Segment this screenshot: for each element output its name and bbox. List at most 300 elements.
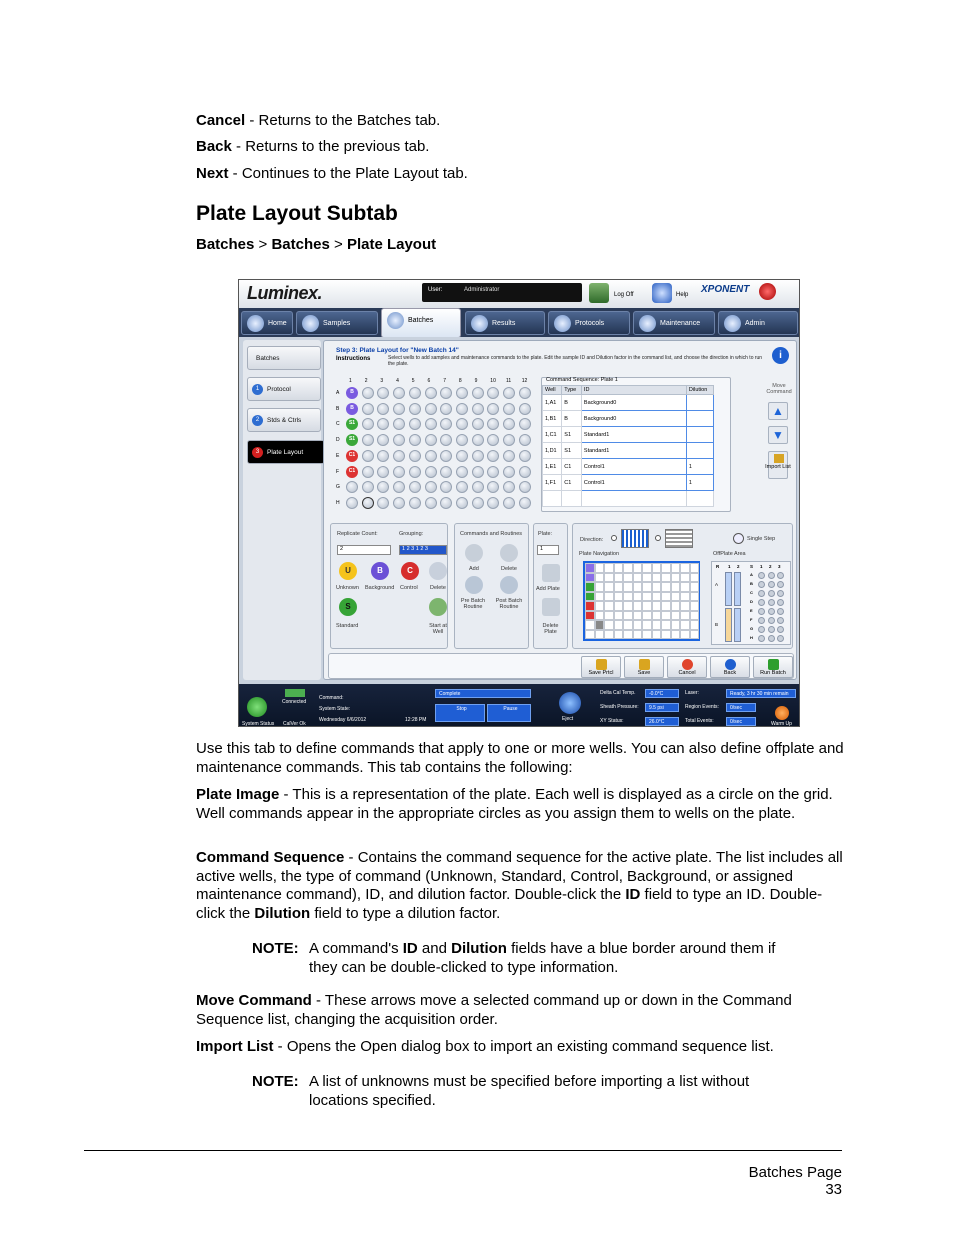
offplate-well[interactable] [758, 572, 765, 579]
sheath-pressure-value: 9.5 psi [645, 703, 679, 712]
offplate-column-label: R [716, 564, 720, 569]
sheath-pressure-label: Sheath Pressure: [600, 704, 639, 710]
plate-well[interactable] [393, 403, 405, 415]
note-tag: NOTE: [252, 1073, 299, 1090]
table-cell[interactable]: 1 [686, 459, 713, 475]
plate-well[interactable] [519, 450, 531, 462]
control-button[interactable]: C [401, 562, 419, 580]
nav-grid-cell [633, 620, 643, 630]
plate-well[interactable] [456, 450, 468, 462]
plate-well[interactable] [425, 481, 437, 493]
progress-status: Complete [435, 689, 531, 698]
nav-grid-cell [661, 630, 671, 640]
plate-well[interactable] [472, 418, 484, 430]
plate-well[interactable] [472, 387, 484, 399]
plate-well[interactable] [440, 481, 452, 493]
reservoir-well[interactable] [734, 608, 741, 642]
nav-grid-cell [614, 630, 624, 640]
plate-navigation-grid[interactable] [583, 561, 700, 641]
offplate-row-label: A [750, 572, 753, 577]
plate-well[interactable] [377, 434, 389, 446]
plate-well[interactable] [409, 450, 421, 462]
table-cell: C1 [562, 475, 582, 491]
plate-well[interactable] [503, 450, 515, 462]
plate-well[interactable] [472, 450, 484, 462]
table-cell [562, 491, 582, 507]
logoff-label[interactable]: Log Off [614, 292, 634, 298]
intro-paragraph: Use this tab to define commands that apply to one or more wells. You can also define offplate and maintenance commands. This tab contains the following: [196, 740, 844, 776]
reservoir-well[interactable] [734, 572, 741, 606]
table-row[interactable] [543, 459, 714, 475]
plate-well[interactable] [519, 481, 531, 493]
plate-well[interactable] [487, 418, 499, 430]
warmup-icon[interactable] [775, 706, 789, 720]
plate-well[interactable] [409, 481, 421, 493]
plate-well[interactable] [487, 450, 499, 462]
app-header [239, 280, 800, 308]
plate-well[interactable] [393, 481, 405, 493]
plate-well[interactable] [425, 466, 437, 478]
background-button[interactable]: B [371, 562, 389, 580]
plate-well[interactable] [440, 403, 452, 415]
eject-icon[interactable] [559, 692, 581, 714]
plate-well[interactable] [393, 387, 405, 399]
move-command-label: Move Command [766, 383, 792, 395]
plate-well[interactable] [487, 481, 499, 493]
nav-grid-cell [614, 573, 624, 583]
table-row[interactable] [543, 395, 714, 411]
plate-well[interactable] [456, 418, 468, 430]
plate-well[interactable] [487, 497, 499, 509]
plate-column-label: 4 [396, 378, 399, 384]
pause-button[interactable] [487, 704, 531, 722]
plate-well[interactable] [362, 466, 374, 478]
offplate-column-label: 1 [760, 564, 763, 569]
nav-grid-cell [680, 582, 690, 592]
plate-layout-screenshot [238, 279, 800, 727]
plate-well[interactable] [519, 403, 531, 415]
plate-well[interactable] [440, 387, 452, 399]
plate-row-label: A [336, 390, 340, 396]
offplate-well[interactable] [768, 590, 775, 597]
nav-grid-cell [652, 630, 662, 640]
nav-grid-cell [652, 582, 662, 592]
back-arrow-icon [725, 659, 736, 670]
table-cell[interactable] [686, 411, 713, 427]
plate-well[interactable] [425, 418, 437, 430]
delete-plate-button[interactable] [542, 598, 560, 616]
run-batch-button[interactable] [753, 656, 793, 678]
offplate-well[interactable] [758, 608, 765, 615]
plate-row-label: F [336, 468, 340, 475]
plate-well[interactable] [440, 434, 452, 446]
nav-grid-cell [642, 573, 652, 583]
nav-grid-cell [595, 630, 605, 640]
step-number: 2 [252, 415, 263, 426]
offplate-row-label: B [750, 581, 753, 586]
plate-well[interactable] [362, 481, 374, 493]
plate-well[interactable] [456, 481, 468, 493]
note-body: A command's ID and Dilution fields have a blue border around them if they can be double-clicked to type information. [309, 940, 776, 976]
table-cell[interactable] [686, 443, 713, 459]
subtab-protocol[interactable] [247, 377, 321, 401]
table-cell: 1,F1 [543, 475, 562, 491]
plate-well[interactable] [487, 403, 499, 415]
unknown-button[interactable]: U [339, 562, 357, 580]
tab-protocols[interactable] [548, 311, 630, 335]
plate-well[interactable] [503, 418, 515, 430]
plate-well[interactable] [456, 434, 468, 446]
table-row[interactable] [543, 411, 714, 427]
table-cell[interactable]: 1 [686, 475, 713, 491]
plate-column-label: 1 [349, 378, 352, 384]
plate-well[interactable] [425, 387, 437, 399]
table-cell[interactable] [686, 395, 713, 411]
plate-well[interactable] [503, 481, 515, 493]
move-down-icon[interactable]: ▼ [768, 426, 788, 444]
cancel-button[interactable] [667, 656, 707, 678]
plate-well[interactable] [503, 403, 515, 415]
offplate-row-label: C [750, 590, 753, 595]
plate-well[interactable] [377, 466, 389, 478]
plate-well[interactable] [393, 418, 405, 430]
unknown-label: Unknown [336, 585, 359, 591]
plate-well[interactable] [472, 403, 484, 415]
plate-well[interactable] [519, 434, 531, 446]
offplate-well[interactable] [777, 590, 784, 597]
plate-well[interactable] [503, 434, 515, 446]
next-description: Next - Continues to the Plate Layout tab. [196, 165, 468, 182]
plate-well[interactable] [440, 450, 452, 462]
offplate-well[interactable] [777, 608, 784, 615]
plate-well-command[interactable]: S1 [346, 418, 358, 430]
plate-column-label: 7 [443, 378, 446, 384]
tab-results[interactable] [465, 311, 545, 335]
plate-well[interactable] [409, 434, 421, 446]
nav-grid-cell [690, 601, 700, 611]
help-icon[interactable] [652, 283, 672, 303]
nav-grid-cell [623, 573, 633, 583]
nav-grid-cell [652, 563, 662, 573]
plate-well[interactable] [346, 497, 358, 509]
info-icon[interactable]: i [772, 347, 789, 364]
plate-well[interactable] [393, 466, 405, 478]
tab-samples[interactable] [296, 311, 378, 335]
status-bar [239, 684, 800, 727]
offplate-well[interactable] [777, 572, 784, 579]
plate-well[interactable] [425, 497, 437, 509]
nav-grid-cell [623, 563, 633, 573]
table-cell[interactable]: Background0 [581, 411, 686, 427]
offplate-well[interactable] [758, 590, 765, 597]
tab-maintenance[interactable] [633, 311, 715, 335]
button-label: Cancel [678, 670, 696, 676]
plate-row-label: C [336, 421, 340, 428]
subtab-stds-ctrls[interactable] [247, 408, 321, 432]
nav-grid-cell [604, 630, 614, 640]
plate-well-command[interactable]: S1 [346, 434, 358, 446]
plate-well[interactable] [362, 387, 374, 399]
table-cell[interactable]: Standard1 [581, 443, 686, 459]
plate-well[interactable] [503, 387, 515, 399]
table-cell: 1,A1 [543, 395, 562, 411]
plate-row-label: D [336, 437, 340, 444]
direction-radio-2[interactable] [655, 535, 661, 541]
tab-admin[interactable] [718, 311, 798, 335]
offplate-well[interactable] [777, 626, 784, 633]
tab-label: Protocols [575, 320, 605, 327]
plate-well[interactable] [456, 497, 468, 509]
table-cell[interactable]: Control1 [581, 475, 686, 491]
plate-well[interactable] [472, 497, 484, 509]
plate-well[interactable] [519, 466, 531, 478]
delete-plate-label: Delete Plate [542, 623, 559, 635]
plate-well-command[interactable]: B [346, 403, 358, 415]
plate-well[interactable] [519, 497, 531, 509]
plate-well[interactable] [425, 434, 437, 446]
plate-well[interactable] [440, 418, 452, 430]
button-label: Save Prtcl [588, 670, 614, 676]
post-batch-routine-button[interactable] [500, 576, 518, 594]
reservoir-well[interactable] [725, 572, 732, 606]
stop-label: Stop [456, 706, 467, 712]
table-cell: 1,C1 [543, 427, 562, 443]
admin-icon [724, 315, 741, 332]
system-status-icon[interactable] [247, 697, 267, 717]
subtab-label: Batches [256, 355, 280, 362]
instructions-label: Instructions [336, 356, 371, 362]
note-tag: NOTE: [252, 940, 299, 957]
plate-row-label: H [336, 499, 340, 506]
add-label: Add [469, 566, 479, 572]
plate-well[interactable] [503, 466, 515, 478]
plate-well[interactable] [487, 434, 499, 446]
single-step-radio[interactable] [733, 533, 744, 544]
plate-well[interactable] [409, 403, 421, 415]
offplate-well[interactable] [777, 635, 784, 642]
delete-label: Delete [430, 585, 446, 591]
region-events-value: 0/sec [726, 703, 756, 712]
plate-well[interactable] [377, 497, 389, 509]
samples-icon [302, 315, 319, 332]
plate-well[interactable] [503, 497, 515, 509]
total-events-label: Total Events: [685, 718, 714, 724]
plate-well[interactable] [456, 403, 468, 415]
back-button[interactable] [710, 656, 750, 678]
logoff-icon[interactable] [589, 283, 609, 303]
offplate-area-label: OffPlate Area [713, 551, 746, 557]
plate-well[interactable] [409, 418, 421, 430]
plate-well[interactable] [519, 418, 531, 430]
table-cell: B [562, 395, 582, 411]
plate-well-command[interactable]: C1 [346, 466, 358, 478]
table-row[interactable] [543, 475, 714, 491]
table-cell[interactable] [686, 427, 713, 443]
plate-well[interactable] [393, 450, 405, 462]
plate-well[interactable] [409, 466, 421, 478]
luminex-logo: Luminex. [247, 283, 323, 303]
delta-cal-temp-value: -0.0°C [645, 689, 679, 698]
row-direction-icon[interactable] [665, 529, 693, 548]
plate-well[interactable] [440, 497, 452, 509]
plate-well[interactable] [472, 466, 484, 478]
plate-well[interactable] [440, 466, 452, 478]
offplate-well[interactable] [758, 617, 765, 624]
plate-well[interactable] [362, 497, 374, 509]
plate-panel [533, 523, 568, 649]
nav-grid-cell [614, 601, 624, 611]
nav-grid-cell [661, 563, 671, 573]
move-up-icon[interactable]: ▲ [768, 402, 788, 420]
import-list-icon [774, 454, 784, 463]
table-row[interactable] [543, 443, 714, 459]
subtab-batches[interactable] [247, 346, 321, 370]
save-button[interactable] [624, 656, 664, 678]
offplate-well[interactable] [777, 617, 784, 624]
move-command-paragraph: Move Command - These arrows move a selected command up or down in the Command Sequence list, changing the acquisition order. [196, 992, 792, 1028]
plate-well[interactable] [472, 481, 484, 493]
offplate-well[interactable] [777, 581, 784, 588]
plate-well[interactable] [487, 387, 499, 399]
well-command-panel [330, 523, 448, 649]
commands-routines-label: Commands and Routines [460, 531, 523, 537]
grouping-select[interactable] [399, 545, 447, 555]
help-label[interactable]: Help [676, 292, 689, 298]
plate-well[interactable] [377, 418, 389, 430]
delete-well-button[interactable] [429, 562, 447, 580]
plate-well[interactable] [377, 403, 389, 415]
pre-batch-routine-button[interactable] [465, 576, 483, 594]
direction-radio-1[interactable] [611, 535, 617, 541]
nav-grid-cell [585, 592, 595, 602]
offplate-well[interactable] [768, 617, 775, 624]
plate-well[interactable] [456, 466, 468, 478]
table-row[interactable] [543, 427, 714, 443]
save-protocol-button[interactable] [581, 656, 621, 678]
offplate-well[interactable] [768, 635, 775, 642]
warmup-label: Warm Up [771, 721, 792, 727]
step-title: Step 3: Plate Layout for "New Batch 14" [336, 347, 459, 354]
plate-well[interactable] [487, 466, 499, 478]
replicate-count-select[interactable] [337, 545, 391, 555]
plate-well-command[interactable]: C1 [346, 450, 358, 462]
offplate-reservoir-label: A [715, 582, 719, 587]
plate-well[interactable] [393, 434, 405, 446]
nav-grid-cell [633, 611, 643, 621]
add-plate-label: Add Plate [536, 586, 560, 592]
offplate-well[interactable] [768, 572, 775, 579]
tab-label: Results [492, 320, 516, 327]
plate-well-command[interactable]: B [346, 387, 358, 399]
nav-grid-cell [604, 611, 614, 621]
offplate-well[interactable] [768, 581, 775, 588]
stop-button[interactable] [435, 704, 485, 722]
grouping-value: 1 2 3 1 2 3 [402, 546, 428, 552]
plate-well[interactable] [377, 481, 389, 493]
plate-well[interactable] [362, 434, 374, 446]
plate-label: Plate: [538, 531, 553, 537]
plate-navigation-panel [572, 523, 793, 649]
nav-grid-cell [690, 573, 700, 583]
offplate-well[interactable] [768, 626, 775, 633]
subtab-plate-layout[interactable] [247, 440, 325, 464]
tab-batches[interactable] [381, 308, 461, 338]
nav-grid-cell [652, 601, 662, 611]
table-cell[interactable]: Control1 [581, 459, 686, 475]
nav-grid-cell [604, 592, 614, 602]
plate-well[interactable] [425, 403, 437, 415]
plate-column-label: 5 [411, 378, 415, 384]
table-row-empty [543, 491, 714, 507]
plate-well[interactable] [409, 387, 421, 399]
plate-well[interactable] [409, 497, 421, 509]
plate-well[interactable] [519, 387, 531, 399]
plate-well[interactable] [425, 450, 437, 462]
reservoir-well[interactable] [725, 608, 732, 642]
nav-grid-cell [585, 563, 595, 573]
nav-grid-cell [642, 620, 652, 630]
plate-well[interactable] [456, 387, 468, 399]
main-tabs [239, 308, 800, 337]
nav-grid-cell [633, 592, 643, 602]
tab-home[interactable] [241, 311, 293, 335]
offplate-well[interactable] [768, 599, 775, 606]
grouping-label: Grouping: [399, 531, 424, 537]
plate-well[interactable] [362, 450, 374, 462]
table-cell: 1,E1 [543, 459, 562, 475]
offplate-column-label: 1 [728, 564, 731, 569]
plate-column-label: 9 [474, 378, 478, 384]
delete-command-button[interactable] [500, 544, 518, 562]
table-cell[interactable]: Background0 [581, 395, 686, 411]
col-id: ID [581, 386, 686, 395]
offplate-well[interactable] [777, 599, 784, 606]
offplate-well[interactable] [758, 581, 765, 588]
plate-well[interactable] [393, 497, 405, 509]
background-label: Background [365, 585, 395, 591]
tab-label: Samples [323, 320, 351, 327]
user-box [422, 283, 582, 302]
standard-button[interactable]: S [339, 598, 357, 616]
nav-grid-cell [671, 601, 681, 611]
calver-label: CalVer Ok [283, 721, 306, 727]
nav-grid-cell [595, 601, 605, 611]
offplate-well[interactable] [758, 635, 765, 642]
column-direction-icon[interactable] [621, 529, 649, 548]
plate-well[interactable] [472, 434, 484, 446]
offplate-well[interactable] [758, 626, 765, 633]
plate-well[interactable] [377, 387, 389, 399]
nav-grid-cell [585, 601, 595, 611]
table-cell[interactable]: Standard1 [581, 427, 686, 443]
nav-grid-cell [671, 611, 681, 621]
plate-select[interactable] [537, 545, 559, 555]
plate-well[interactable] [377, 450, 389, 462]
plate-well[interactable] [362, 418, 374, 430]
plate-image-paragraph: Plate Image - This is a representation of the plate. Each well is displayed as a circle on the grid. Well commands appear in the appropriate circles as you assign them to wells on the plate. [196, 786, 833, 822]
protocols-icon [554, 315, 571, 332]
offplate-well[interactable] [758, 599, 765, 606]
nav-grid-cell [661, 601, 671, 611]
add-plate-button[interactable] [542, 564, 560, 582]
offplate-well[interactable] [768, 608, 775, 615]
add-command-button[interactable] [465, 544, 483, 562]
tab-label: Admin [745, 320, 765, 327]
plate-well[interactable] [346, 481, 358, 493]
nav-grid-cell [680, 563, 690, 573]
start-at-well-button[interactable] [429, 598, 447, 616]
plate-well[interactable] [362, 403, 374, 415]
